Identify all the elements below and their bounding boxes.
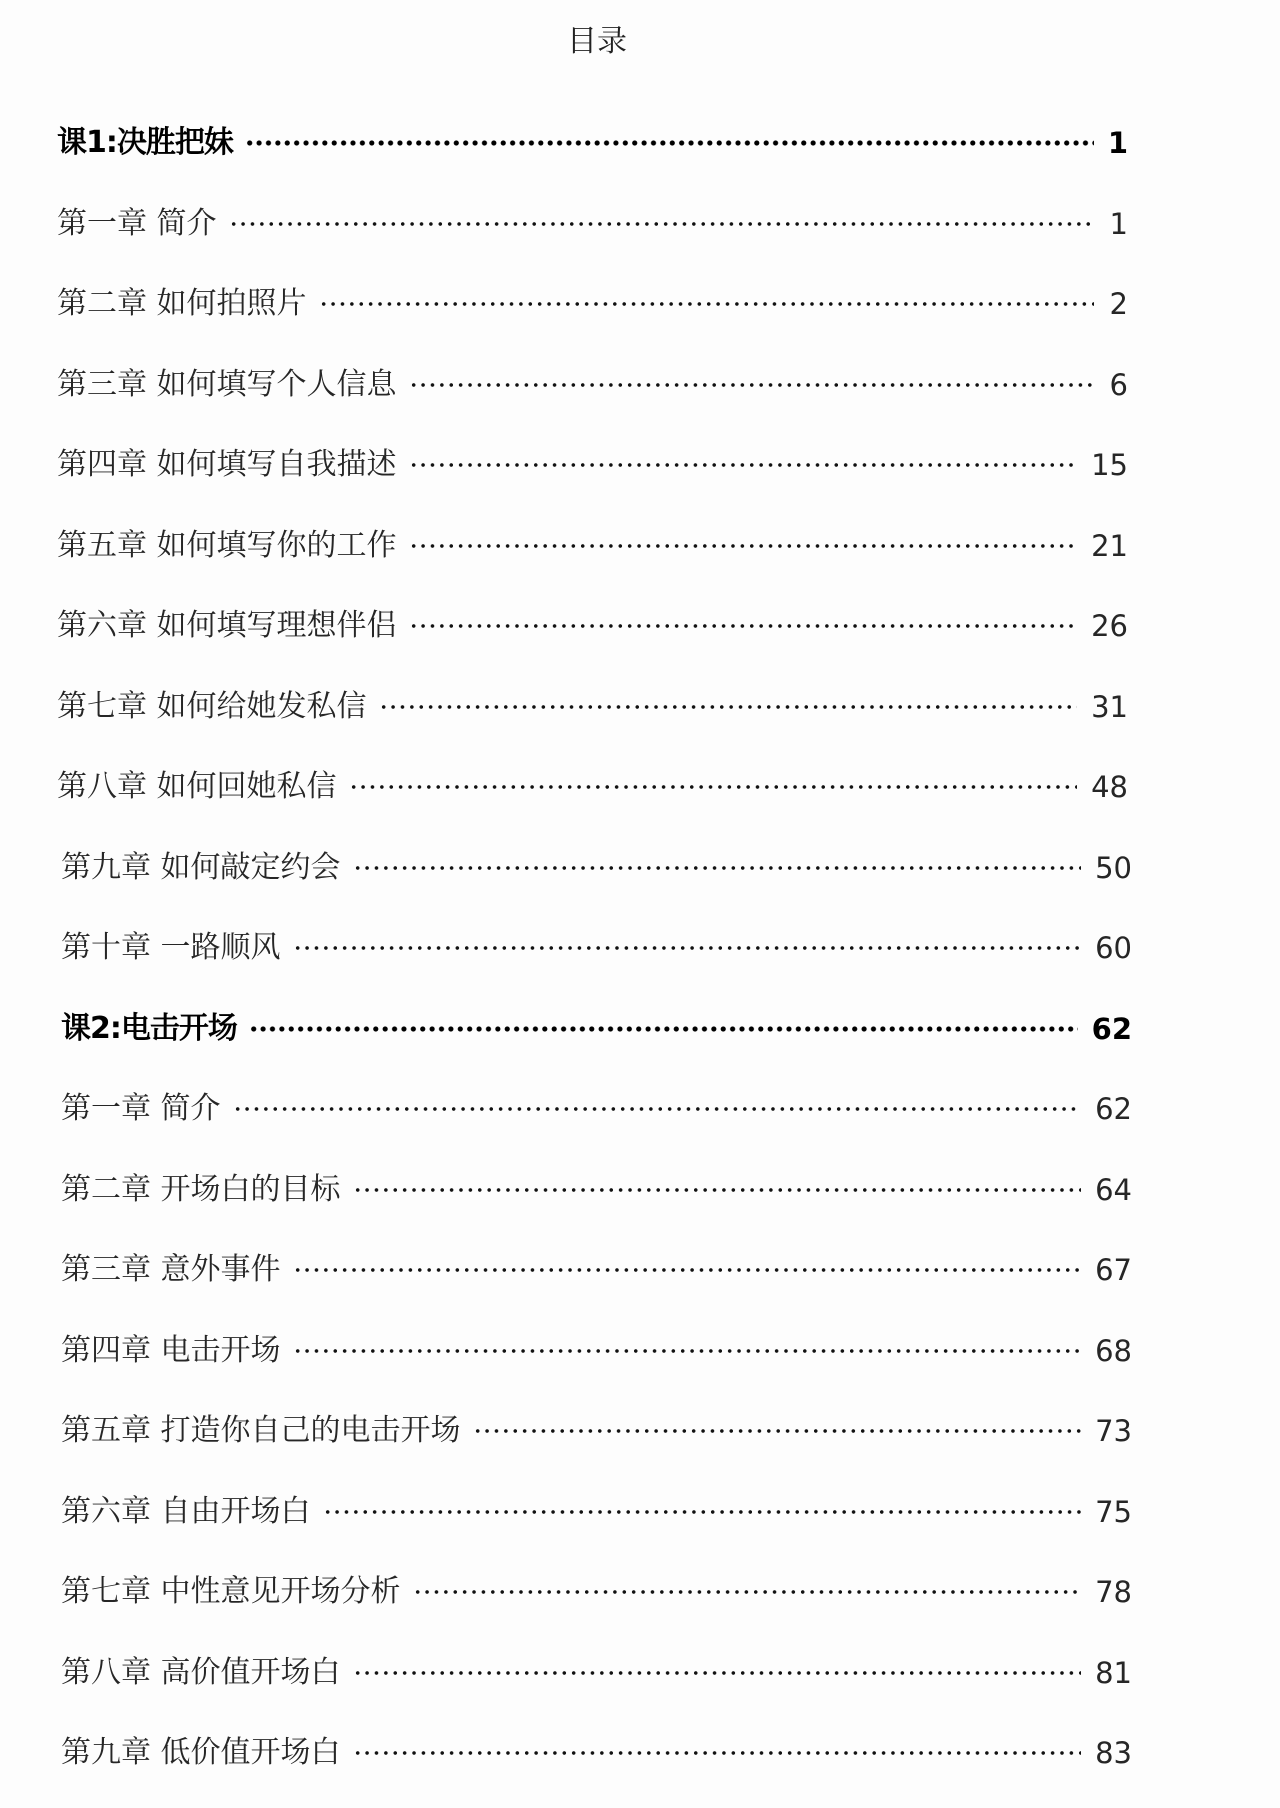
toc-entry-label: 第九章 如何敲定约会 <box>61 849 341 885</box>
toc-entry-label: 第七章 如何给她发私信 <box>57 688 367 724</box>
toc-page-number: 50 <box>1095 850 1132 885</box>
dot-leader <box>353 865 1082 871</box>
dot-leader <box>353 1670 1082 1676</box>
toc-list <box>0 103 1280 1794</box>
toc-title: 目录 <box>567 24 627 59</box>
toc-page-number: 21 <box>1091 528 1128 563</box>
toc-chapter[interactable] <box>0 184 1128 265</box>
toc-page-number: 1 <box>1109 206 1128 241</box>
toc-chapter[interactable] <box>0 425 1128 506</box>
toc-entry-label: 第十章 一路顺风 <box>61 930 281 966</box>
dot-leader <box>245 139 1094 147</box>
dot-leader <box>409 543 1078 549</box>
toc-chapter[interactable] <box>0 1633 1132 1714</box>
toc-chapter[interactable] <box>0 1150 1132 1231</box>
toc-entry-label: 第八章 高价值开场白 <box>61 1654 341 1690</box>
toc-chapter[interactable] <box>0 1311 1132 1392</box>
toc-page-number: 81 <box>1095 1655 1132 1690</box>
dot-leader <box>293 1348 1082 1354</box>
toc-entry-label: 课1:决胜把妹 <box>57 125 233 161</box>
dot-leader <box>229 221 1094 227</box>
toc-entry-label: 第六章 如何填写理想伴侣 <box>57 608 397 644</box>
toc-chapter[interactable] <box>0 264 1128 345</box>
toc-page-number: 60 <box>1095 931 1132 966</box>
toc-chapter[interactable] <box>0 506 1128 587</box>
toc-chapter[interactable] <box>0 1472 1132 1553</box>
toc-chapter[interactable] <box>0 1552 1132 1633</box>
toc-entry-label: 第一章 简介 <box>61 1091 221 1127</box>
toc-page-number: 64 <box>1095 1172 1132 1207</box>
toc-chapter[interactable] <box>0 586 1128 667</box>
dot-leader <box>353 1750 1082 1756</box>
toc-page-number: 1 <box>1107 126 1128 161</box>
toc-entry-label: 第八章 如何回她私信 <box>57 769 337 805</box>
toc-lesson-2[interactable] <box>0 989 1132 1070</box>
toc-lesson-1[interactable] <box>0 103 1128 184</box>
toc-chapter[interactable] <box>0 667 1128 748</box>
toc-entry-label: 第九章 低价值开场白 <box>61 1735 341 1771</box>
toc-page-number: 6 <box>1109 367 1128 402</box>
toc-entry-label: 第三章 意外事件 <box>61 1252 281 1288</box>
toc-page-number: 83 <box>1095 1736 1132 1771</box>
toc-entry-label: 第六章 自由开场白 <box>61 1493 311 1529</box>
toc-entry-label: 第五章 如何填写你的工作 <box>57 527 397 563</box>
toc-chapter[interactable] <box>0 908 1132 989</box>
toc-chapter[interactable] <box>0 1069 1132 1150</box>
toc-page-number: 78 <box>1095 1575 1132 1610</box>
dot-leader <box>413 1589 1082 1595</box>
toc-entry-label: 第二章 开场白的目标 <box>61 1171 341 1207</box>
dot-leader <box>353 1187 1082 1193</box>
dot-leader <box>409 623 1078 629</box>
toc-page-number: 26 <box>1091 609 1128 644</box>
toc-chapter[interactable] <box>0 1230 1132 1311</box>
dot-leader <box>473 1428 1082 1434</box>
toc-entry-label: 第三章 如何填写个人信息 <box>57 366 397 402</box>
dot-leader <box>233 1106 1082 1112</box>
toc-entry-label: 第四章 如何填写自我描述 <box>57 447 397 483</box>
toc-page-number: 73 <box>1095 1414 1132 1449</box>
toc-page-number: 62 <box>1091 1011 1132 1046</box>
dot-leader <box>319 301 1094 307</box>
toc-page-number: 2 <box>1109 287 1128 322</box>
toc-chapter[interactable] <box>0 1391 1132 1472</box>
toc-chapter[interactable] <box>0 1713 1132 1794</box>
dot-leader <box>293 1267 1082 1273</box>
dot-leader <box>349 784 1078 790</box>
toc-chapter[interactable] <box>0 828 1132 909</box>
dot-leader <box>409 462 1078 468</box>
toc-page-number: 75 <box>1095 1494 1132 1529</box>
toc-entry-label: 第七章 中性意见开场分析 <box>61 1574 401 1610</box>
toc-page-number: 15 <box>1091 448 1128 483</box>
toc-entry-label: 第四章 电击开场 <box>61 1332 281 1368</box>
toc-page-number: 68 <box>1095 1333 1132 1368</box>
toc-chapter[interactable] <box>0 345 1128 426</box>
toc-entry-label: 课2:电击开场 <box>61 1010 237 1046</box>
toc-entry-label: 第一章 简介 <box>57 205 217 241</box>
toc-page-number: 31 <box>1091 689 1128 724</box>
dot-leader <box>379 704 1078 710</box>
dot-leader <box>323 1509 1082 1515</box>
dot-leader <box>249 1025 1078 1033</box>
toc-page-number: 67 <box>1095 1253 1132 1288</box>
toc-entry-label: 第五章 打造你自己的电击开场 <box>61 1413 461 1449</box>
toc-page-number: 62 <box>1095 1092 1132 1127</box>
toc-page-number: 48 <box>1091 770 1128 805</box>
toc-chapter[interactable] <box>0 747 1128 828</box>
dot-leader <box>409 382 1094 388</box>
toc-entry-label: 第二章 如何拍照片 <box>57 286 307 322</box>
dot-leader <box>293 945 1082 951</box>
